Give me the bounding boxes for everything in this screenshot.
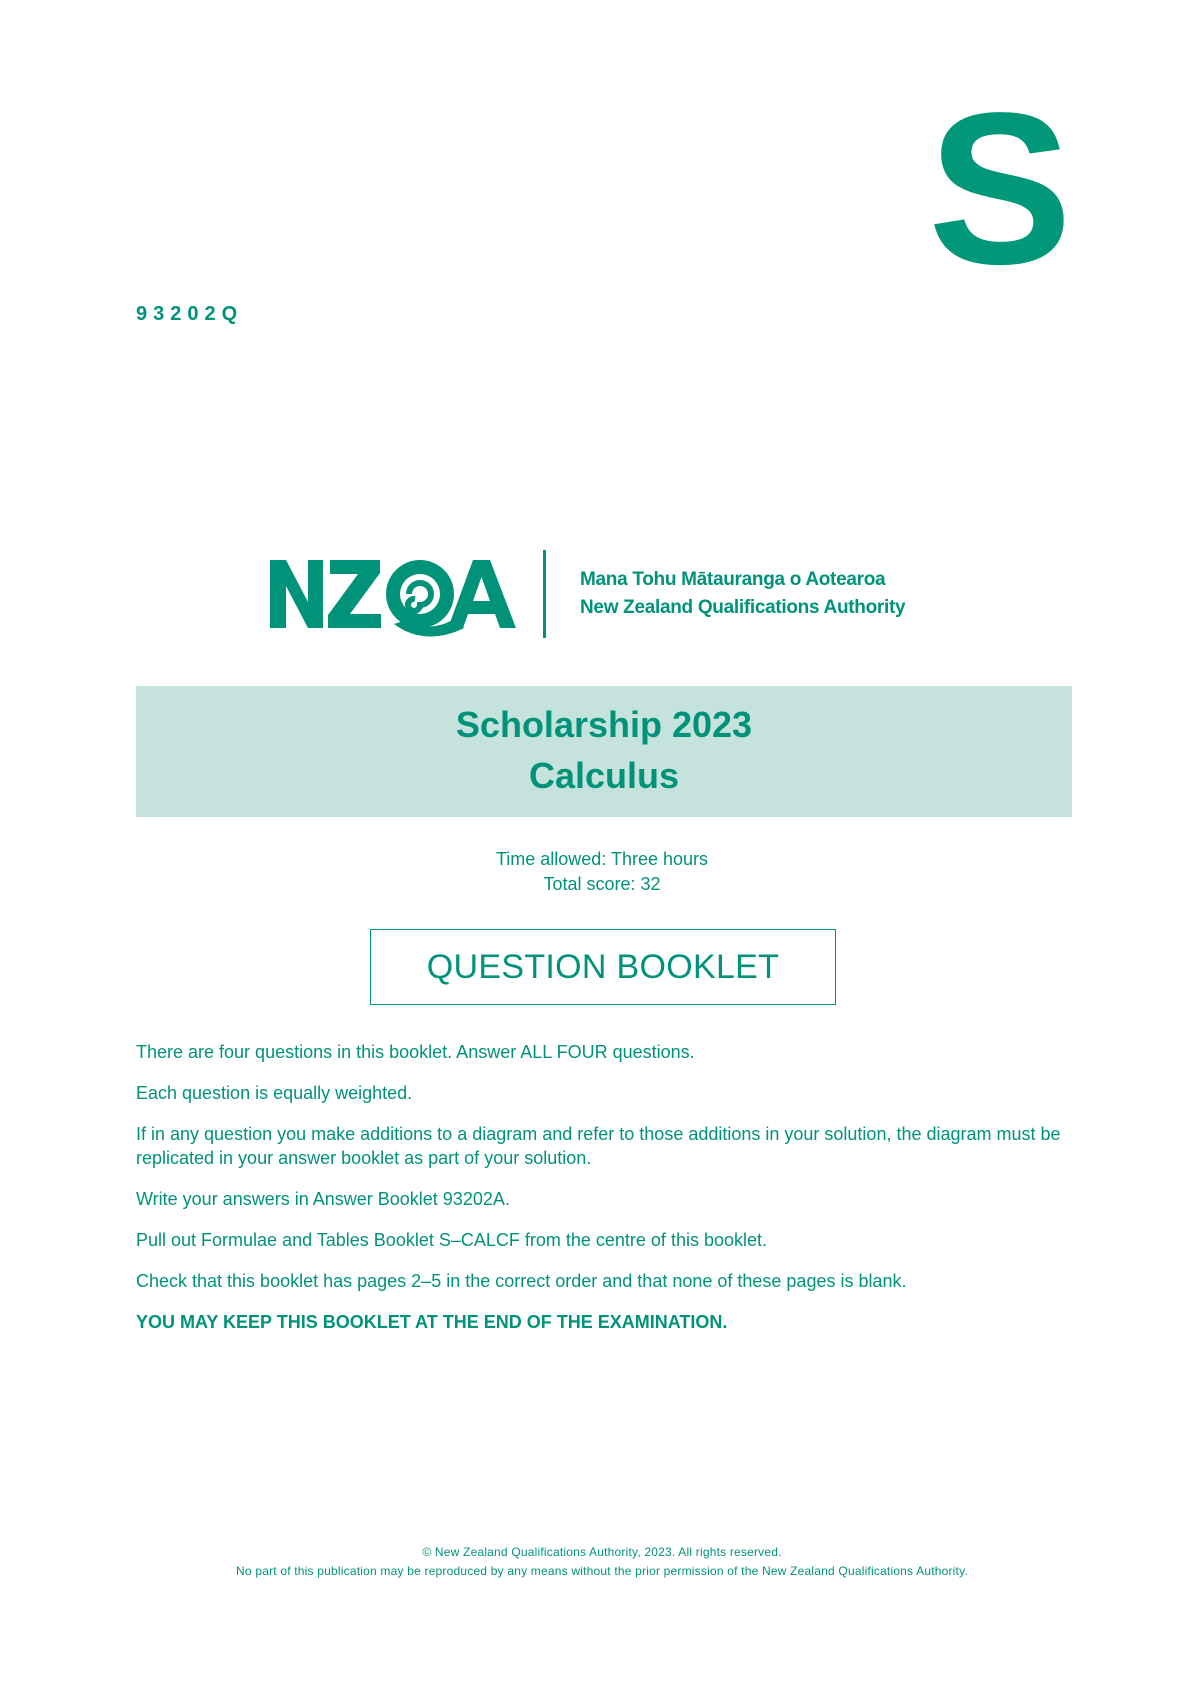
logo-line-maori: Mana Tohu Mātauranga o Aotearoa	[580, 569, 886, 590]
footer-copyright: © New Zealand Qualifications Authority, 2023. All rights reserved.	[422, 1545, 782, 1559]
instruction-1: There are four questions in this booklet. Answer ALL FOUR questions.	[136, 1042, 695, 1062]
instruction-5: Pull out Formulae and Tables Booklet S–CALCF from the centre of this booklet.	[136, 1230, 767, 1250]
logo-divider	[543, 550, 546, 638]
instruction-3: If in any question you make additions to a diagram and refer to those additions in your solution, the diagram must be replicated in your answer booklet as part of your solution.	[136, 1124, 1061, 1168]
title-band	[136, 686, 1072, 817]
title-line-2: Calculus	[528, 755, 680, 796]
question-booklet-box	[370, 929, 836, 1005]
paper-code: 93202Q	[136, 303, 244, 325]
logo-text	[580, 566, 905, 622]
instruction-6: Check that this booklet has pages 2–5 in the correct order and that none of these pages is blank.	[136, 1271, 907, 1291]
total-score: Total score: 32	[543, 874, 661, 894]
title-line-1: Scholarship 2023	[455, 704, 753, 745]
booklet-label: QUESTION BOOKLET	[426, 947, 780, 986]
level-letter: S	[928, 67, 1073, 309]
instruction-4: Write your answers in Answer Booklet 93202A.	[136, 1189, 510, 1209]
logo-line-english: New Zealand Qualifications Authority	[580, 597, 906, 618]
keep-notice: YOU MAY KEEP THIS BOOKLET AT THE END OF THE EXAMINATION.	[136, 1312, 728, 1332]
instructions	[136, 1040, 1076, 1351]
footer-reproduction: No part of this publication may be reproduced by any means without the prior permission of the New Zealand Qualifications Authority.	[236, 1564, 968, 1578]
nzqa-logo	[268, 550, 518, 640]
instruction-2: Each question is equally weighted.	[136, 1083, 413, 1103]
time-allowed: Time allowed: Three hours	[495, 849, 709, 869]
